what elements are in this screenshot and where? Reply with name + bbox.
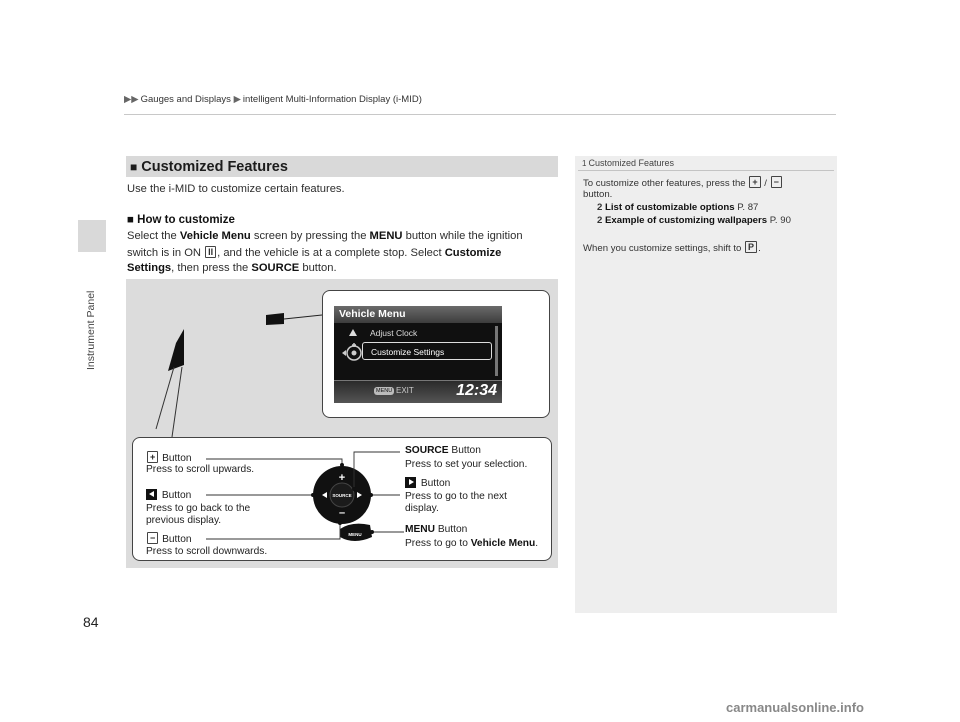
scrollbar[interactable] [495, 326, 498, 376]
text-run: When you customize settings, shift to [583, 243, 745, 254]
text-run: Button [159, 453, 192, 464]
dial-center [352, 351, 357, 356]
text-run: switch is in ON [127, 247, 205, 259]
note-title-text: Customized Features [588, 158, 674, 168]
breadcrumb [124, 94, 422, 105]
text-run: Button [448, 445, 481, 456]
ref-page: P. 90 [767, 215, 791, 226]
park-key: P [745, 241, 757, 253]
breadcrumb-item-gauges[interactable]: Gauges and Displays [140, 94, 231, 105]
section-tab-marker [78, 220, 106, 252]
up-arrow-icon [349, 329, 357, 336]
section-title: Customized Features [141, 158, 288, 175]
source-button-desc: Press to set your selection. [405, 459, 528, 470]
knob-minus-icon: – [338, 507, 346, 519]
leader-dot [311, 493, 315, 497]
exit-label[interactable]: EXIT [396, 386, 414, 395]
text-run-bold: SOURCE [251, 262, 300, 274]
right-button-desc-2: display. [405, 503, 439, 514]
screen-title: Vehicle Menu [334, 306, 502, 323]
left-arrow-key-icon [146, 489, 157, 500]
minus-key: − [771, 176, 782, 188]
text-run-bold: Settings [127, 262, 172, 274]
minus-key: − [147, 532, 158, 544]
note-ref-2[interactable] [597, 215, 791, 226]
howto-heading: ■ How to customize [127, 214, 235, 226]
text-run: Button [159, 490, 192, 501]
plus-key: + [749, 176, 760, 188]
text-run: . [758, 243, 761, 254]
note-ref-1[interactable] [597, 202, 758, 213]
dash-line [172, 367, 182, 437]
howto-line-2 [127, 246, 501, 259]
plus-button-label [146, 451, 192, 465]
text-run: , then press the [171, 262, 252, 274]
leader-dot [352, 487, 356, 491]
right-button-desc-1: Press to go to the next [405, 491, 507, 502]
display-callout-block [266, 313, 284, 325]
breadcrumb-arrow-icon: ▶▶ [124, 94, 139, 105]
menu-button-desc [405, 538, 538, 550]
menu-item-adjust-clock[interactable]: Adjust Clock [370, 328, 418, 338]
breadcrumb-arrow-icon: ▶ [233, 94, 241, 105]
clock-display: 12:34 [456, 382, 497, 399]
note-marker-icon: 1 [582, 159, 587, 168]
mirror-shape [168, 329, 184, 371]
plus-key: + [147, 451, 158, 463]
section-heading [126, 156, 558, 177]
text-run-bold: Customize [444, 247, 502, 259]
text-run: button. [299, 262, 337, 274]
knob-plus-icon: + [338, 472, 346, 484]
text-run: Press to go to [405, 538, 471, 549]
screen-footer [334, 380, 502, 403]
square-bullet-icon: ■ [130, 159, 138, 174]
text-run: / [761, 178, 770, 189]
text-run-bold: Vehicle Menu [470, 538, 536, 549]
text-run: Select the [127, 230, 180, 242]
howto-line-1 [127, 230, 523, 242]
knob-source-text: SOURCE [332, 493, 352, 498]
text-run: button while the ignition [402, 230, 523, 242]
imid-screen [334, 306, 502, 403]
text-run-bold: MENU [405, 524, 435, 535]
leader-dot [340, 463, 344, 467]
leader-dot [369, 493, 373, 497]
dash-line [156, 367, 174, 429]
note-line-1 [583, 176, 783, 189]
knob-menu-text: MENU [348, 532, 362, 537]
menu-item-customize-settings[interactable]: Customize Settings [362, 342, 492, 360]
note-title [582, 158, 674, 168]
menu-button-label [405, 524, 467, 536]
ref-page: P. 87 [734, 202, 759, 213]
left-button-desc-2: previous display. [146, 515, 222, 526]
right-button-label [405, 477, 450, 490]
callout-line [284, 315, 322, 319]
text-run: , and the vehicle is at a complete stop. Select [217, 247, 445, 259]
note-line-3 [583, 241, 761, 254]
minus-button-desc: Press to scroll downwards. [146, 546, 268, 557]
text-run: Button [418, 478, 451, 489]
intro-text: Use the i-MID to customize certain features. [127, 183, 345, 195]
leader-dot [338, 521, 342, 525]
breadcrumb-item-imid[interactable]: intelligent Multi-Information Display (i-MID) [242, 94, 422, 105]
left-button-label [146, 489, 191, 502]
text-run-bold: SOURCE [405, 445, 449, 456]
text-run: Button [159, 534, 192, 545]
text-run: To customize other features, press the [583, 178, 749, 189]
right-arrow-key-icon [405, 477, 416, 488]
note-line-2: button. [583, 189, 613, 200]
left-button-desc-1: Press to go back to the [146, 503, 251, 514]
ref-link[interactable]: Example of customizing wallpapers [605, 215, 768, 226]
left-arrow-icon [342, 350, 346, 356]
watermark: carmanualsonline.info [726, 700, 864, 715]
menu-chip: MENU [376, 388, 393, 394]
text-run-bold: Vehicle Menu [179, 230, 251, 242]
cross-reference-icon: 2 [597, 202, 603, 213]
side-section-label: Instrument Panel [85, 290, 97, 370]
cross-reference-icon: 2 [597, 215, 603, 226]
text-run: . [535, 538, 539, 549]
source-button-label [405, 445, 481, 457]
text-run: Button [435, 524, 468, 535]
plus-button-desc: Press to scroll upwards. [146, 464, 255, 475]
ignition-position-key: II [205, 246, 216, 258]
howto-line-3 [127, 262, 337, 274]
minus-button-label [146, 532, 192, 546]
text-run: screen by pressing the [250, 230, 370, 242]
leader-dot [370, 530, 374, 534]
note-divider [578, 170, 834, 171]
page-number: 84 [83, 614, 99, 630]
ref-link[interactable]: List of customizable options [605, 202, 735, 213]
header-divider [124, 114, 836, 115]
text-run-bold: MENU [369, 230, 403, 242]
leader-minus [206, 523, 340, 539]
